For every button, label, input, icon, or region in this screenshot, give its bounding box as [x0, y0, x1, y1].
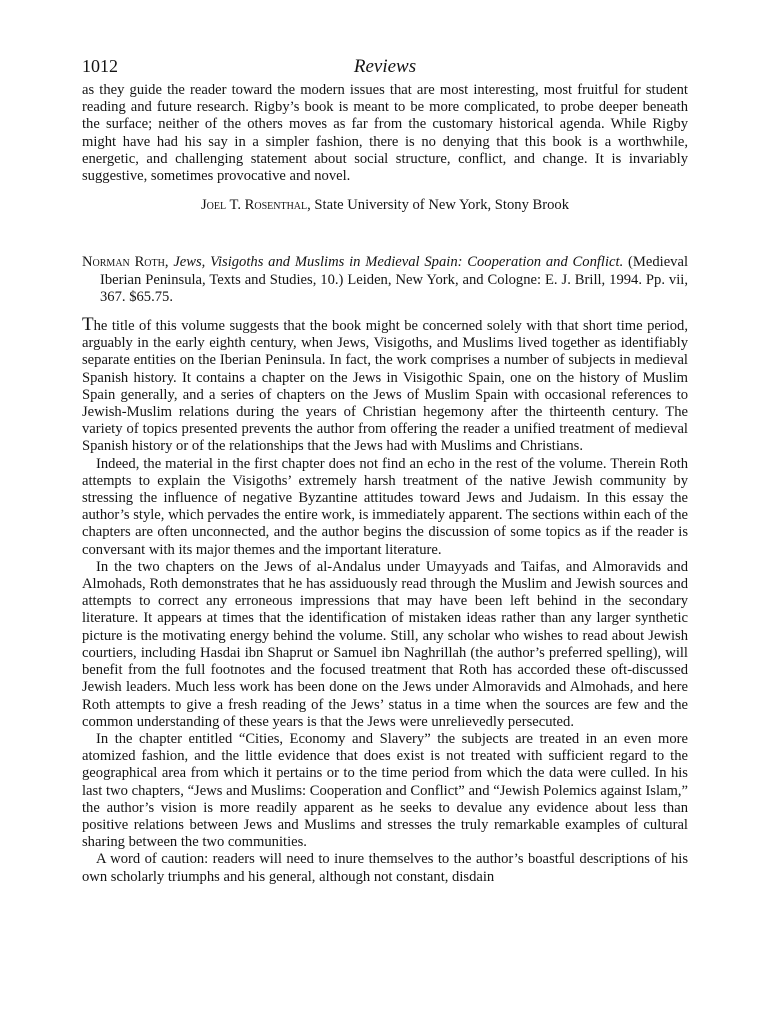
review-body	[82, 316, 688, 886]
reviewer-name: Joel T. Rosenthal	[200, 197, 308, 214]
running-title: Reviews	[353, 56, 417, 77]
book-details: (Medieval Iberian Peninsula, Texts and Studies, 10.) Leiden, New York, and Cologne: E. J. Brill, 1994. Pp. vii, 367. $65.75.	[100, 254, 689, 305]
book-author: Norman Roth	[82, 254, 165, 271]
book-author-separator: ,	[164, 254, 174, 271]
reviewer-affiliation: , State University of New York, Stony Brook	[307, 197, 569, 214]
page	[82, 56, 688, 886]
review-paragraph-1	[82, 316, 688, 456]
page-number: 1012	[82, 56, 118, 76]
book-citation	[82, 254, 688, 306]
running-head	[82, 56, 688, 82]
review-paragraph-2: Indeed, the material in the first chapter does not find an echo in the rest of the volume. Therein Roth attempts to explain the Visigoths’ extremely harsh treatment of the native Jewish community by stressing the influence of negative Byzantine attitudes toward Jews and Judaism. In this essay the author’s style, which pervades the entire work, is immediately apparent. The sections within each of the chapters are often unconnected, and the author begins the discussion of some topics as if the reader is conversant with its major themes and the important literature.	[82, 455, 688, 558]
reviewer-signature	[82, 197, 688, 214]
review-paragraph-4: In the chapter entitled “Cities, Economy and Slavery” the subjects are treated in an even more atomized fashion, and the little evidence that does exist is not treated with sufficient regard to the geographical area from which it pertains or to the time period from which the data were culled. In his last two chapters, “Jews and Muslims: Cooperation and Conflict” and “Jewish Polemics against Islam,” the author’s vision is more readily apparent as he seeks to devalue any evidence about less than positive relations between Jews and Muslims and stresses the truly remarkable examples of cultural sharing between the two communities.	[82, 730, 688, 851]
book-title: Jews, Visigoths and Muslims in Medieval Spain: Cooperation and Conflict.	[173, 254, 624, 271]
review-paragraph-3: In the two chapters on the Jews of al-Andalus under Umayyads and Taifas, and Almoravids and Almohads, Roth demonstrates that he has assiduously read through the Muslim and Jewish sources and attempts to correct any erroneous impressions that may have been left behind in the secondary literature. It appears at times that the identification of mistaken ideas rather than any larger synthetic picture is the motivating energy behind the volume. Still, any scholar who wishes to read about Jewish courtiers, including Hasdai ibn Shaprut or Samuel ibn Naghrillah (the author’s preferred spelling), will benefit from the full footnotes and the focused treatment that Roth has accorded these oft-discussed Jewish leaders. Much less work has been done on the Jews under Almoravids and Almohads, and here Roth attempts to give a fresh reading of the Jews’ status in a time when the sources are few and the common understanding of these years is that the Jews were unrelievedly persecuted.	[82, 558, 688, 730]
review-paragraph-1-text: he title of this volume suggests that the book might be concerned solely with that short time period, arguably in the early eighth century, when Jews, Visigoths, and Muslims lived together as identifiably separate entities on the Iberian Peninsula. In fact, the work comprises a number of subjects in medieval Spanish history. It contains a chapter on the Jews in Visigothic Spain, one on the history of Muslim Spain generally, and a series of chapters on the Jews of Muslim Spain with occasional references to Jewish-Muslim relations during the years of Christian hegemony after the thirteenth century. The variety of topics presented prevents the author from offering the reader a unified treatment of medieval Spanish history or of the relationships that the Jews had with Muslims and Christians.	[82, 318, 688, 455]
opening-letter: T	[82, 314, 94, 336]
review-paragraph-5: A word of caution: readers will need to inure themselves to the author’s boastful descriptions of his own scholarly triumphs and his general, although not constant, disdain	[82, 851, 688, 885]
previous-review-closing-text: as they guide the reader toward the modern issues that are most interesting, most fruitful for student reading and future research. Rigby’s book is meant to be more complicated, to probe deeper beneath the surface; neither of the others moves as far from the customary historical agenda. While Rigby might have had his say in a simpler fashion, there is no denying that this book is a worthwhile, energetic, and challenging statement about social structure, conflict, and change. It is invariably suggestive, sometimes provocative and novel.	[82, 82, 688, 185]
